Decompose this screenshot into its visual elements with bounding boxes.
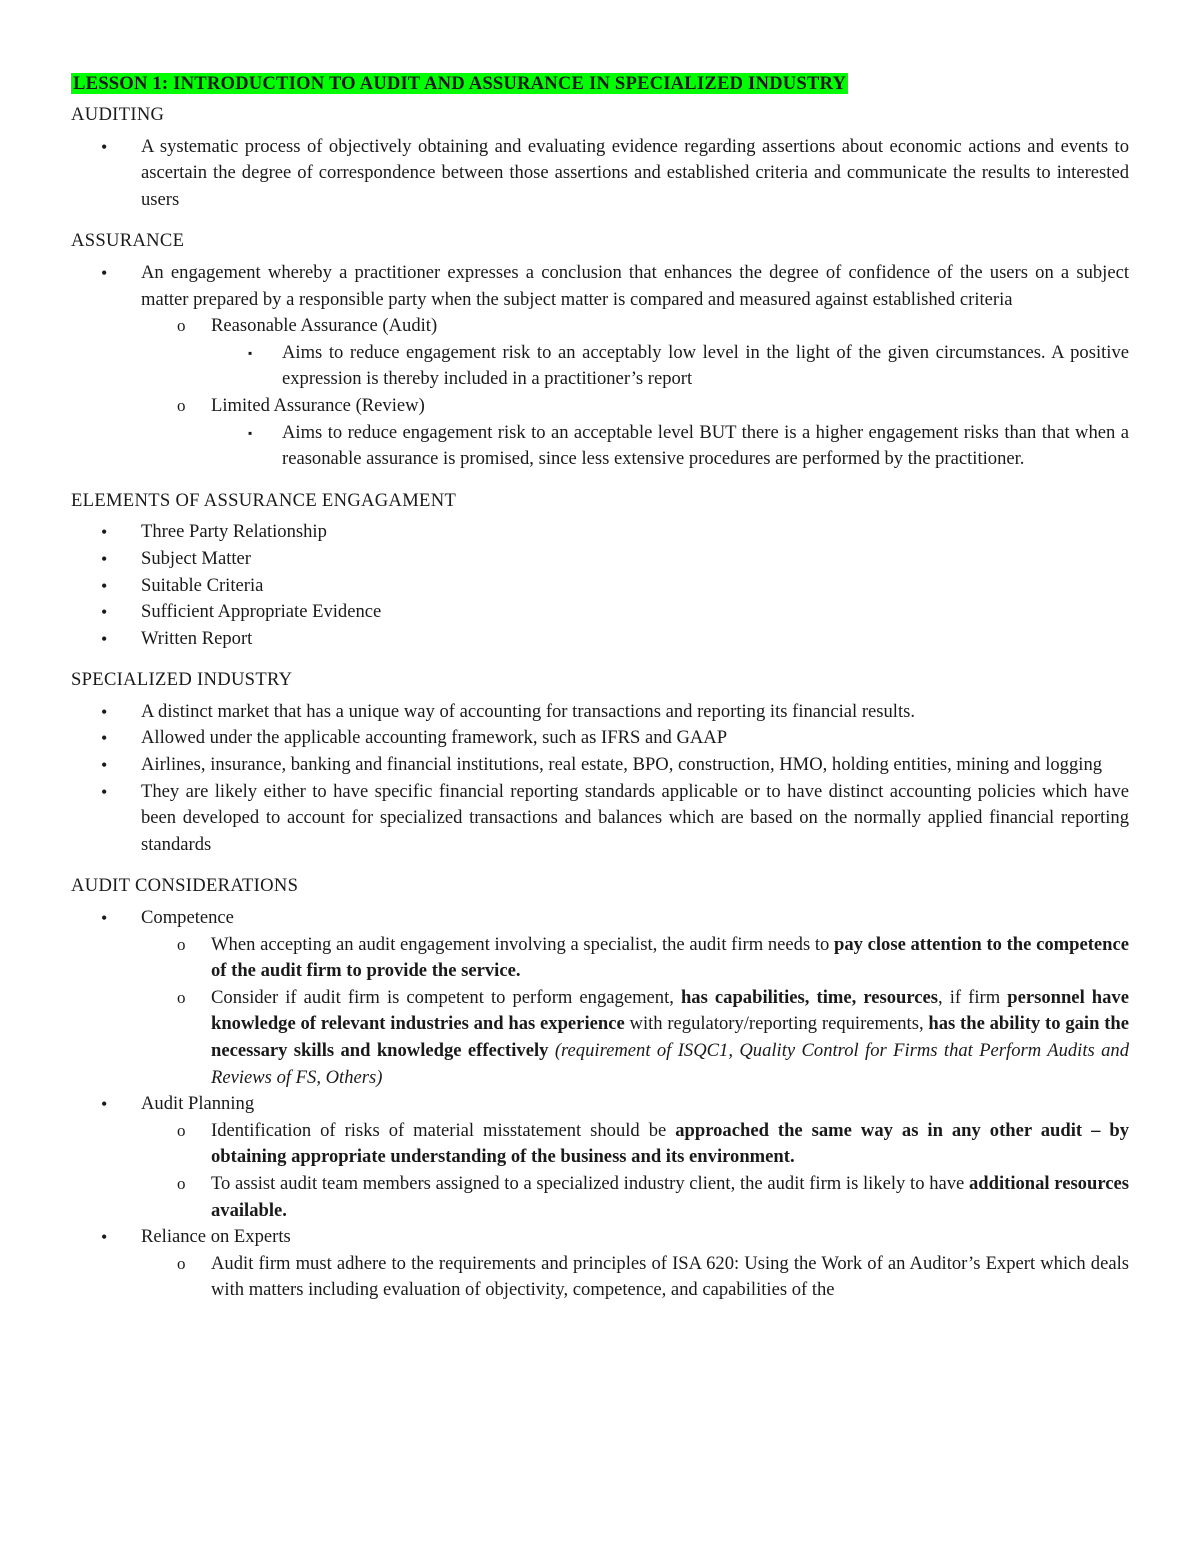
heading-elements: ELEMENTS OF ASSURANCE ENGAGAMENT: [71, 489, 457, 511]
competence-text: with regulatory/reporting requirements,: [624, 1013, 929, 1035]
list-item: [71, 1224, 1129, 1304]
reasonable-assurance-label: Reasonable Assurance (Audit): [211, 315, 438, 337]
list-item: [71, 573, 1129, 600]
bullet-icon: •: [101, 908, 108, 929]
list-item: [141, 1118, 1129, 1171]
section-audit-considerations: [71, 873, 1129, 1304]
competence-emphasis: has the ability to gain the necessary skills and knowledge effectively: [211, 1013, 1130, 1061]
sub-bullet-icon: o: [177, 316, 186, 336]
bullet-icon: •: [101, 728, 108, 749]
list-item: [141, 985, 1129, 1091]
list-item: [141, 1251, 1129, 1304]
list-item: [71, 599, 1129, 626]
specialized-text: Allowed under the applicable accounting framework, such as IFRS and GAAP: [141, 727, 728, 749]
lesson-title-line: [71, 70, 1129, 98]
lesson-title: LESSON 1: INTRODUCTION TO AUDIT AND ASSURANCE IN SPECIALIZED INDUSTRY: [73, 73, 847, 94]
considerations-list: [71, 905, 1129, 1304]
list-item: [71, 519, 1129, 546]
section-elements: [71, 488, 1129, 653]
bullet-icon: •: [101, 1227, 108, 1248]
elements-list: [71, 519, 1129, 652]
limited-assurance-label: Limited Assurance (Review): [211, 394, 425, 416]
specialized-list: [71, 699, 1129, 859]
heading-auditing: AUDITING: [71, 104, 165, 125]
bullet-icon: •: [101, 522, 108, 543]
element-text: Suitable Criteria: [141, 574, 264, 596]
isqc1-reference: (requirement of ISQC1, Quality Control for Firms that Perform Audits and Reviews of FS, Others): [211, 1040, 1129, 1088]
bullet-icon: •: [101, 755, 108, 776]
reasonable-assurance-details: [211, 340, 1129, 393]
list-item: [71, 260, 1129, 473]
heading-assurance: ASSURANCE: [71, 230, 185, 252]
section-auditing: [71, 102, 1129, 213]
bullet-icon: •: [101, 602, 108, 623]
element-text: Three Party Relationship: [141, 521, 327, 543]
list-item: [71, 134, 1129, 214]
competence-emphasis: personnel have knowledge of relevant industries and has experience: [211, 986, 1129, 1035]
specialized-text: They are likely either to have specific financial reporting standards applicable or to have distinct accounting policies which have been developed to account for specialized transactions and balances which are based on the normally applied financial reporting standards: [141, 780, 1129, 855]
reasonable-assurance-detail: Aims to reduce engagement risk to an acceptably low level in the light of the given circumstances. A positive expression is thereby included in a practitioner’s report: [282, 341, 1129, 390]
assurance-list: [71, 260, 1129, 473]
list-item: [141, 1171, 1129, 1224]
list-item: [71, 905, 1129, 1091]
auditing-definition: A systematic process of objectively obtaining and evaluating evidence regarding assertions about economic actions and events to ascertain the degree of correspondence between those assertions and established criteria and communicate the results to interested users: [141, 135, 1129, 210]
list-item: [71, 752, 1129, 779]
list-item: [141, 932, 1129, 985]
list-item: [211, 420, 1129, 473]
square-bullet-icon: ▪: [248, 425, 253, 440]
square-bullet-icon: ▪: [248, 345, 253, 360]
section-specialized-industry: [71, 667, 1129, 858]
list-item: [71, 725, 1129, 752]
bullet-icon: •: [101, 262, 108, 283]
bullet-icon: •: [101, 136, 108, 157]
planning-emphasis: additional resources available.: [211, 1172, 1129, 1221]
element-text: Written Report: [141, 627, 253, 649]
element-text: Subject Matter: [141, 547, 251, 569]
competence-label: Competence: [141, 907, 234, 929]
reliance-text: Audit firm must adhere to the requirements and principles of ISA 620: Using the Work of an Auditor’s Expert which deals with matters including evaluation of objectivity, competence, and capabilities of the: [211, 1252, 1129, 1301]
document-page: [71, 70, 1129, 1304]
list-item: [71, 546, 1129, 573]
sub-bullet-icon: o: [177, 395, 186, 415]
sub-bullet-icon: o: [177, 1120, 186, 1140]
assurance-definition: An engagement whereby a practitioner expresses a conclusion that enhances the degree of confidence of the users on a subject matter prepared by a responsible party when the subject matter is compared and measured against established criteria: [141, 261, 1129, 310]
list-item: [71, 1091, 1129, 1224]
list-item: [71, 699, 1129, 726]
sub-bullet-icon: o: [177, 1173, 186, 1193]
bullet-icon: •: [101, 628, 108, 649]
bullet-icon: •: [101, 781, 108, 802]
competence-text: Consider if audit firm is competent to perform engagement,: [211, 986, 681, 1008]
list-item: [71, 779, 1129, 859]
planning-text: Identification of risks of material misstatement should be: [211, 1119, 676, 1141]
limited-assurance-details: [211, 420, 1129, 473]
heading-audit-considerations: AUDIT CONSIDERATIONS: [71, 875, 299, 897]
assurance-types-list: [141, 313, 1129, 473]
competence-sublist: [141, 932, 1129, 1092]
element-text: Sufficient Appropriate Evidence: [141, 601, 382, 623]
competence-text: , if firm: [938, 986, 1008, 1008]
limited-assurance-detail: Aims to reduce engagement risk to an acceptable level BUT there is a higher engagement risks than that when a reasonable assurance is promised, since less extensive procedures are performed by the practitioner.: [282, 421, 1129, 470]
sub-bullet-icon: o: [177, 987, 186, 1007]
specialized-text: Airlines, insurance, banking and financial institutions, real estate, BPO, construction, HMO, holding entities, mining and logging: [141, 754, 1103, 776]
reliance-sublist: [141, 1251, 1129, 1304]
competence-emphasis: pay close attention to the competence of the audit firm to provide the service.: [211, 933, 1129, 982]
bullet-icon: •: [101, 701, 108, 722]
section-assurance: [71, 228, 1129, 472]
sub-bullet-icon: o: [177, 1253, 186, 1273]
reliance-label: Reliance on Experts: [141, 1226, 291, 1248]
bullet-icon: •: [101, 575, 108, 596]
list-item: [71, 626, 1129, 653]
bullet-icon: •: [101, 1094, 108, 1115]
planning-text: To assist audit team members assigned to a specialized industry client, the audit firm is likely to have: [211, 1172, 969, 1194]
bullet-icon: •: [101, 548, 108, 569]
planning-sublist: [141, 1118, 1129, 1224]
list-item: [141, 393, 1129, 473]
auditing-list: [71, 134, 1129, 214]
specialized-text: A distinct market that has a unique way of accounting for transactions and reporting its financial results.: [141, 700, 916, 722]
heading-specialized-industry: SPECIALIZED INDUSTRY: [71, 669, 293, 691]
competence-emphasis: has capabilities, time, resources: [680, 986, 939, 1008]
planning-emphasis: approached the same way as in any other audit – by obtaining appropriate understanding of the business and its environment.: [211, 1119, 1129, 1168]
planning-label: Audit Planning: [141, 1093, 255, 1115]
list-item: [211, 340, 1129, 393]
list-item: [141, 313, 1129, 393]
sub-bullet-icon: o: [177, 934, 186, 954]
competence-text: When accepting an audit engagement involving a specialist, the audit firm needs to: [211, 933, 835, 955]
